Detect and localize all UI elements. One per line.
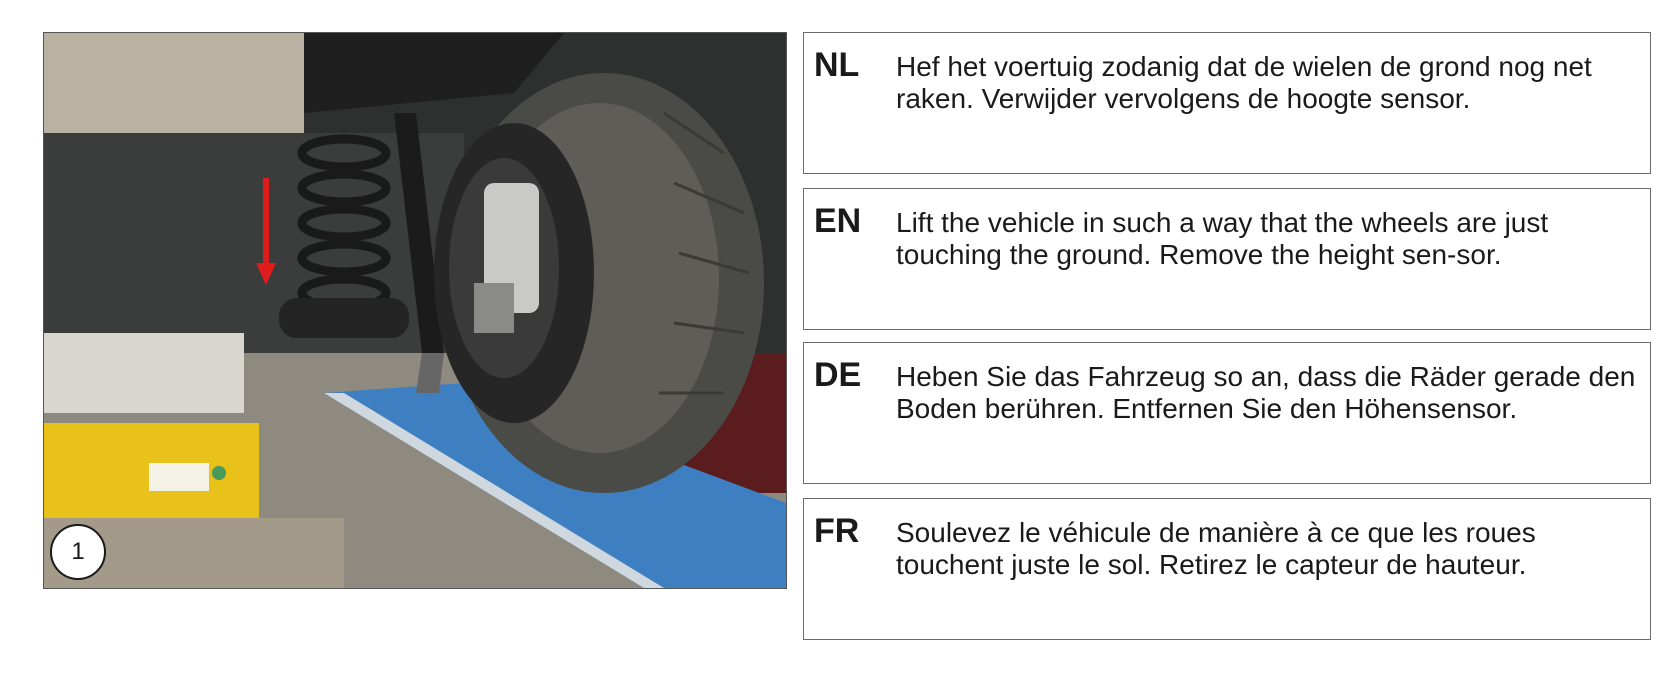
instruction-text-nl: Hef het voertuig zodanig dat de wielen de grond nog net raken. Verwijder vervolgens de hoogte sensor. — [896, 51, 1592, 114]
undercarriage-illustration — [44, 33, 786, 588]
step-number-badge — [50, 524, 106, 580]
instruction-fr — [803, 498, 1651, 640]
language-code-en: EN — [814, 202, 862, 240]
instruction-text-de: Heben Sie das Fahrzeug so an, dass die Räder gerade den Boden berühren. Entfernen Sie den Höhensensor. — [896, 361, 1636, 424]
instruction-en — [803, 188, 1651, 330]
instruction-nl — [803, 32, 1651, 174]
step-number-label: 1 — [71, 538, 85, 565]
language-code-fr: FR — [814, 512, 860, 550]
instruction-de — [803, 342, 1651, 484]
language-code-de: DE — [814, 356, 862, 394]
instruction-text-en: Lift the vehicle in such a way that the wheels are just touching the ground. Remove the height sen-sor. — [896, 207, 1549, 270]
instruction-text-fr: Soulevez le véhicule de manière à ce que les roues touchent juste le sol. Retirez le capteur de hauteur. — [896, 517, 1536, 580]
vehicle-photo — [43, 32, 787, 589]
language-code-nl: NL — [814, 46, 860, 84]
